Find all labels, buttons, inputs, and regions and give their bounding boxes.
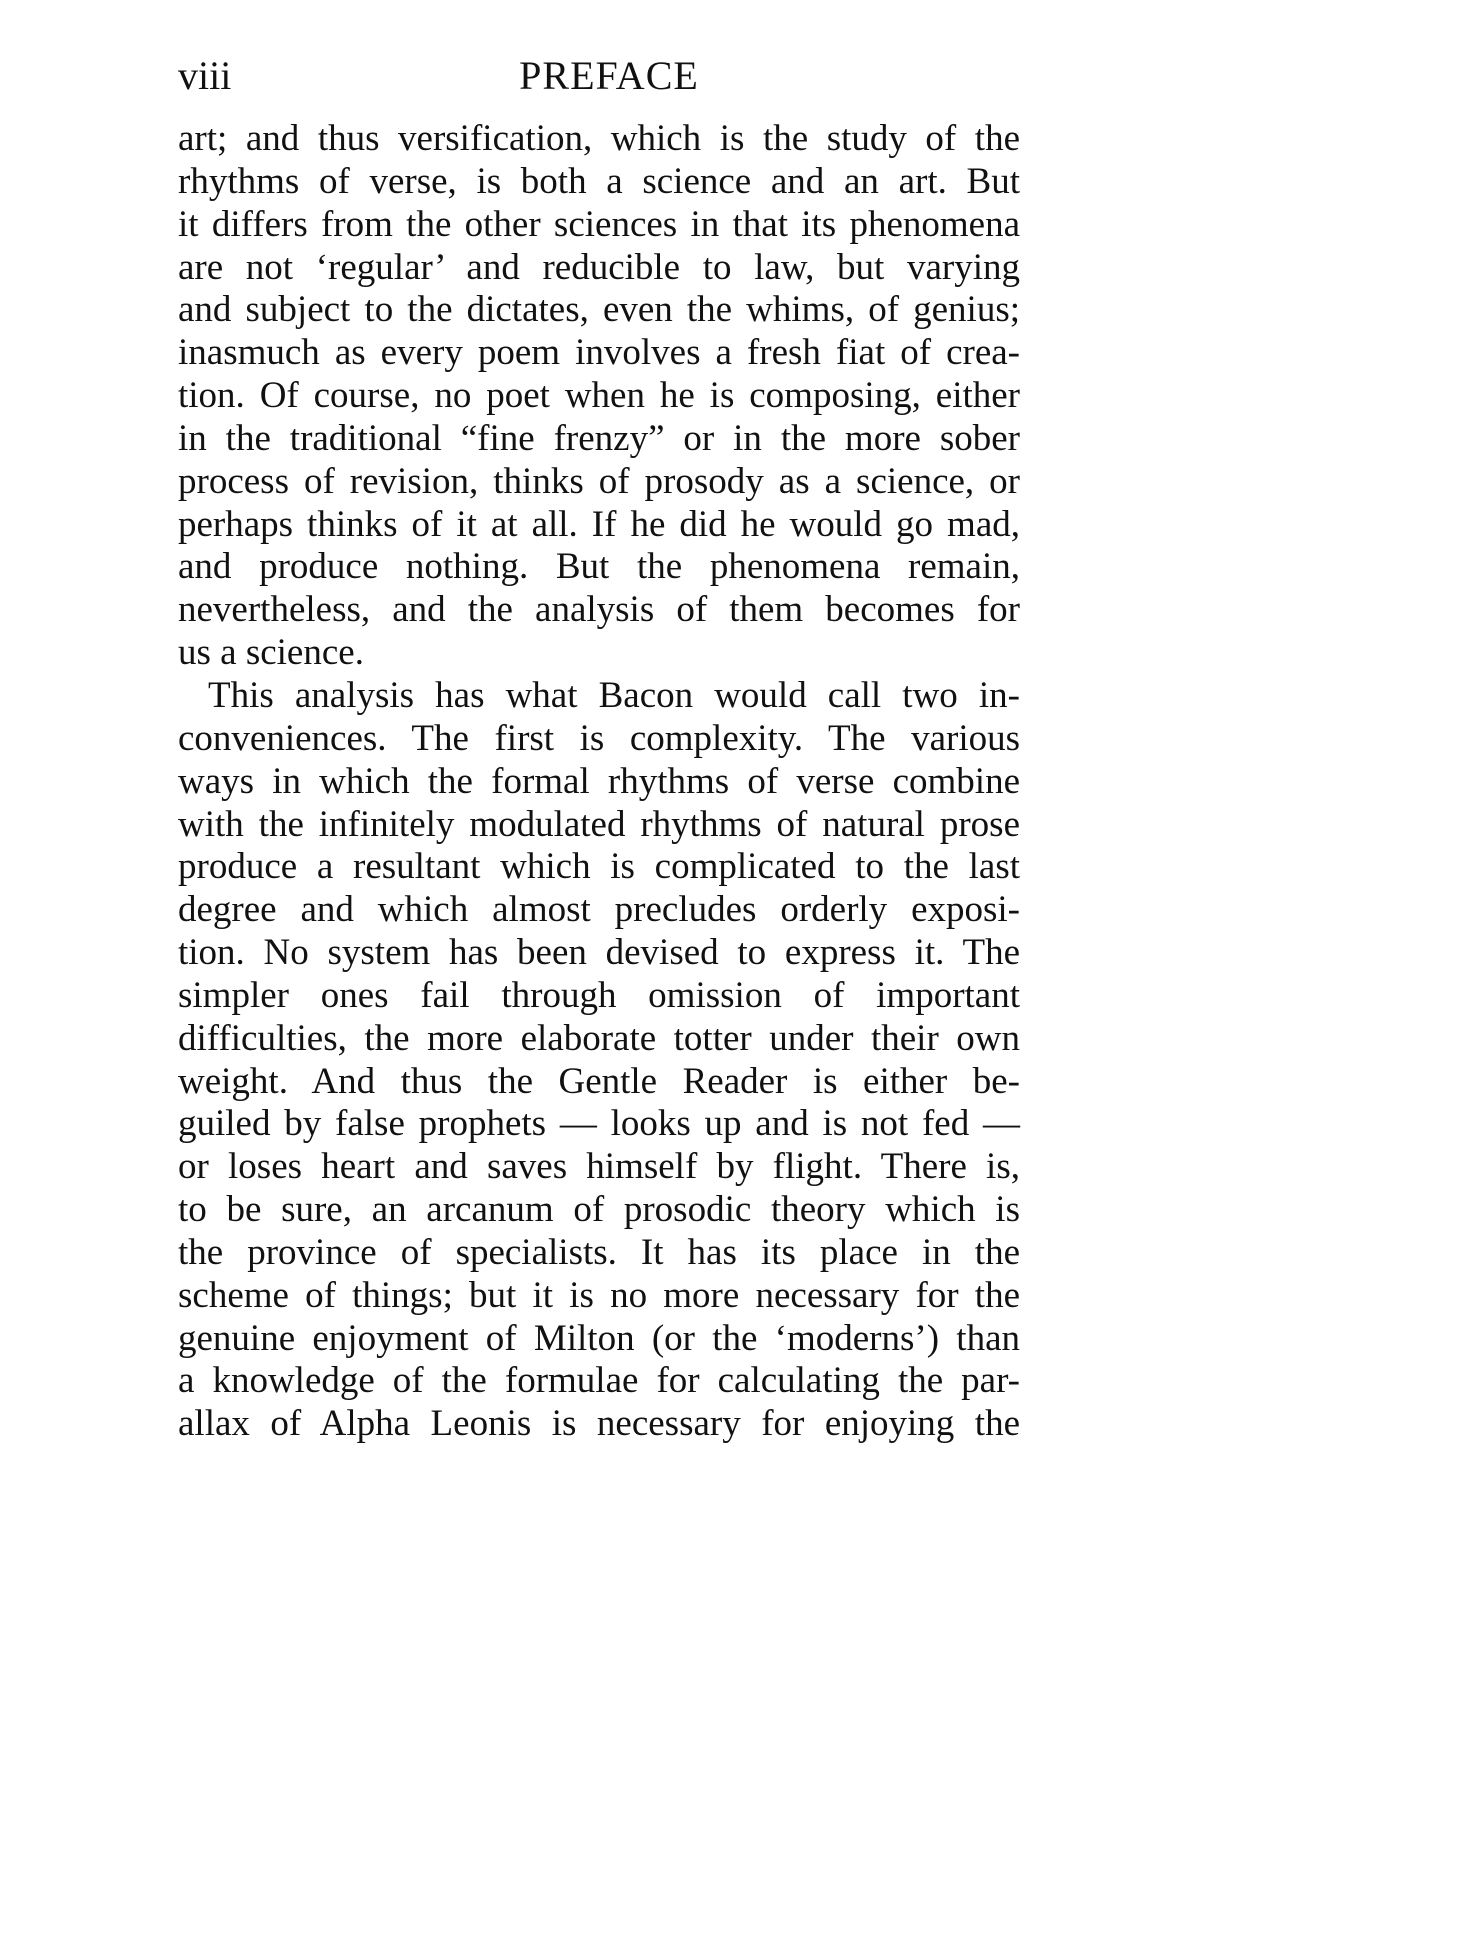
text-line: in the traditional “fine frenzy” or in the more sober bbox=[178, 417, 1020, 459]
text-line: tion. Of course, no poet when he is composing, either bbox=[178, 375, 1020, 417]
paragraph bbox=[178, 118, 1020, 675]
text-line: rhythms of verse, is both a science and an art. But bbox=[178, 160, 1020, 202]
page-number: viii bbox=[178, 53, 232, 98]
text-line: produce a resultant which is complicated to the last bbox=[178, 846, 1020, 888]
text-line: or loses heart and saves himself by flight. There is, bbox=[178, 1146, 1020, 1188]
text-line: a knowledge of the formulae for calculating the par- bbox=[178, 1360, 1020, 1402]
text-line: nevertheless, and the analysis of them becomes for bbox=[178, 589, 1020, 631]
text-line: it differs from the other sciences in that its phenomena bbox=[178, 203, 1020, 245]
text-line: and subject to the dictates, even the whims, of genius; bbox=[178, 289, 1020, 331]
paragraph bbox=[178, 675, 1020, 1446]
text-line: to be sure, an arcanum of prosodic theory which is bbox=[178, 1189, 1020, 1231]
text-line: difficulties, the more elaborate totter under their own bbox=[178, 1017, 1020, 1059]
text-line: are not ‘regular’ and reducible to law, but varying bbox=[178, 246, 1020, 288]
text-line: process of revision, thinks of prosody as a science, or bbox=[178, 460, 1020, 502]
text-line: us a science. bbox=[178, 632, 364, 674]
text-line: conveniences. The first is complexity. The various bbox=[178, 717, 1020, 759]
body-text bbox=[178, 118, 1020, 1446]
text-line: This analysis has what Bacon would call two in- bbox=[208, 674, 1020, 716]
text-line: degree and which almost precludes orderly exposi- bbox=[178, 889, 1020, 931]
text-line: the province of specialists. It has its place in the bbox=[178, 1231, 1020, 1273]
running-head: PREFACE bbox=[519, 53, 699, 98]
text-line: weight. And thus the Gentle Reader is either be- bbox=[178, 1060, 1020, 1102]
text-line: guiled by false prophets — looks up and is not fed — bbox=[178, 1103, 1020, 1145]
page-header bbox=[178, 52, 1020, 102]
text-line: scheme of things; but it is no more necessary for the bbox=[178, 1274, 1020, 1316]
text-line: perhaps thinks of it at all. If he did he would go mad, bbox=[178, 503, 1020, 545]
text-line: allax of Alpha Leonis is necessary for enjoying the bbox=[178, 1403, 1020, 1445]
text-line: and produce nothing. But the phenomena remain, bbox=[178, 546, 1020, 588]
text-line: with the infinitely modulated rhythms of natural prose bbox=[178, 803, 1020, 845]
text-line: ways in which the formal rhythms of verse combine bbox=[178, 760, 1020, 802]
text-line: simpler ones fail through omission of important bbox=[178, 974, 1020, 1016]
text-line: genuine enjoyment of Milton (or the ‘moderns’) than bbox=[178, 1317, 1020, 1359]
text-line: inasmuch as every poem involves a fresh fiat of crea- bbox=[178, 332, 1020, 374]
text-line: tion. No system has been devised to express it. The bbox=[178, 932, 1020, 974]
text-line: art; and thus versification, which is the study of the bbox=[178, 118, 1020, 159]
